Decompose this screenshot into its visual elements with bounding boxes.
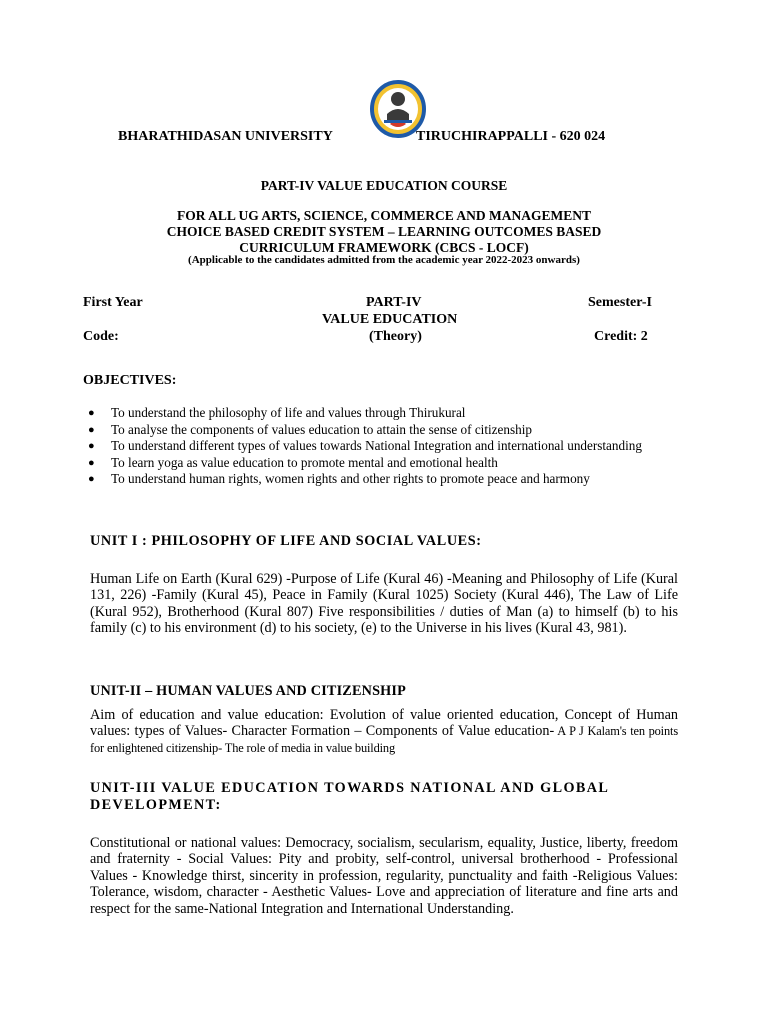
unit-2-body-text: Aim of education and value education: Evolution of value oriented education, Concept of Human values: types of Values- Character Formation – Components of Value education- xyxy=(90,707,678,740)
credit-label: Credit: 2 xyxy=(594,329,648,344)
scope-line-3: CURRICULUM FRAMEWORK (CBCS - LOCF) xyxy=(239,240,529,255)
list-item xyxy=(88,455,688,472)
unit-2-body-tail: A P J Kalam's ten points for enlightened citizenship- The role of media in value building xyxy=(90,724,678,755)
subject-label: VALUE EDUCATION xyxy=(322,312,458,327)
year-label: First Year xyxy=(83,295,143,310)
bullet-icon: ● xyxy=(88,440,95,453)
university-location: TIRUCHIRAPPALLI - 620 024 xyxy=(416,129,606,144)
list-item xyxy=(88,405,688,422)
objective-text: To understand different types of values towards National Integration and international understanding xyxy=(111,438,642,454)
course-title: PART-IV VALUE EDUCATION COURSE xyxy=(260,178,508,193)
objectives-heading: OBJECTIVES: xyxy=(83,373,177,388)
unit-1-body: Human Life on Earth (Kural 629) -Purpose of Life (Kural 46) -Meaning and Philosophy of Life (Kural 131, 226) -Family (Kural 45), Peace in Family (Kural 1025) Society (Kural 446), The Law of Life (Kural 952), Brotherhood (Kural 807) Five responsibilities / duties of Man (a) to himself (b) to his family (c) to his environment (d) to his society, (e) to the Universe in his lives (Kural 43, 981). xyxy=(90,571,678,637)
unit-3-body: Constitutional or national values: Democracy, socialism, secularism, equality, Justice, liberty, freedom and fraternity - Social Values: Pity and probity, self-control, universal brotherhood - Professional Values - Knowledge thirst, sincerity in profession, regularity, punctuality and faith -Religious Values: Tolerance, wisdom, character - Aesthetic Values- Love and appreciation of literature and fine arts and respect for the same-National Integration and International Understanding. xyxy=(90,835,678,917)
objectives-list xyxy=(88,405,688,488)
course-type-label: (Theory) xyxy=(369,329,422,344)
unit-2-heading: UNIT-II – HUMAN VALUES AND CITIZENSHIP xyxy=(90,683,406,699)
scope-line-2: CHOICE BASED CREDIT SYSTEM – LEARNING OUTCOMES BASED xyxy=(166,224,602,239)
course-scope xyxy=(0,208,768,256)
scope-line-1: FOR ALL UG ARTS, SCIENCE, COMMERCE AND MANAGEMENT xyxy=(177,208,591,223)
applicability-note: (Applicable to the candidates admitted from the academic year 2022-2023 onwards) xyxy=(188,254,580,266)
bullet-icon: ● xyxy=(88,423,95,436)
objective-text: To analyse the components of values education to attain the sense of citizenship xyxy=(111,421,532,437)
unit-3-heading: UNIT-III VALUE EDUCATION TOWARDS NATIONAL AND GLOBAL DEVELOPMENT: xyxy=(90,780,609,813)
university-name: BHARATHIDASAN UNIVERSITY xyxy=(118,129,333,144)
semester-label: Semester-I xyxy=(588,295,653,310)
list-item xyxy=(88,422,688,439)
bullet-icon: ● xyxy=(88,407,95,419)
list-item xyxy=(88,438,688,455)
unit-2-body xyxy=(90,707,678,756)
code-label: Code: xyxy=(83,329,119,344)
objective-text: To understand the philosophy of life and values through Thirukural xyxy=(111,405,466,420)
list-item xyxy=(88,471,688,488)
part-label: PART-IV xyxy=(366,295,422,310)
unit-1-heading: UNIT I : PHILOSOPHY OF LIFE AND SOCIAL VALUES: xyxy=(90,533,482,549)
bullet-icon: ● xyxy=(88,473,95,486)
objective-text: To understand human rights, women rights and other rights to promote peace and harmony xyxy=(111,471,590,487)
objective-text: To learn yoga as value education to promote mental and emotional health xyxy=(111,454,498,470)
bullet-icon: ● xyxy=(88,456,95,469)
